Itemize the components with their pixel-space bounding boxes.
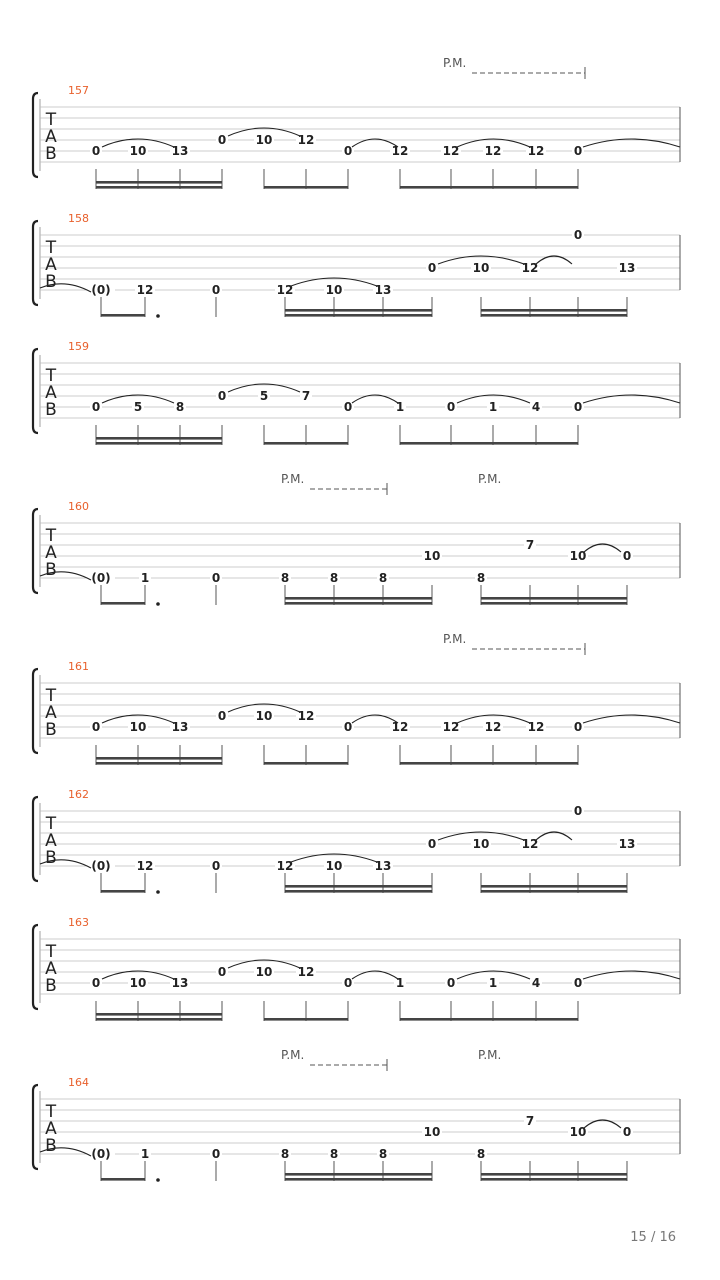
fret-number: 10 <box>255 709 273 723</box>
fret-number: 0 <box>217 965 227 979</box>
fret-number: 10 <box>255 133 273 147</box>
beam <box>264 762 348 765</box>
fret-number: (0) <box>91 859 111 873</box>
fret-number: 0 <box>573 228 583 242</box>
tab-system <box>33 632 680 765</box>
beam <box>481 597 627 600</box>
system-bracket <box>33 509 38 593</box>
tab-clef-letter: T <box>45 110 57 130</box>
fret-number: 0 <box>211 859 221 873</box>
beam <box>96 1013 222 1016</box>
measure-number: 164 <box>68 1076 89 1089</box>
fret-number: 0 <box>217 709 227 723</box>
fret-number: 10 <box>472 837 490 851</box>
fret-number: 8 <box>280 1147 290 1161</box>
measure-number: 158 <box>68 212 89 225</box>
tab-clef-letter: T <box>45 1102 57 1122</box>
tab-clef-letter: A <box>45 703 57 723</box>
fret-number: 5 <box>259 389 269 403</box>
fret-number: 12 <box>442 720 460 734</box>
fret-number: 8 <box>378 1147 388 1161</box>
measure-number: 159 <box>68 340 89 353</box>
fret-number: 12 <box>297 133 315 147</box>
tab-system <box>33 472 680 606</box>
fret-number: 12 <box>136 283 154 297</box>
beam <box>400 1018 536 1021</box>
system-bracket <box>33 1085 38 1169</box>
fret-number: 0 <box>91 720 101 734</box>
beam <box>96 437 222 440</box>
fret-number: 12 <box>527 144 545 158</box>
tab-clef-letter: A <box>45 831 57 851</box>
tab-clef-letter: B <box>45 720 57 740</box>
tab-clef-letter: T <box>45 238 57 258</box>
fret-number: 12 <box>484 144 502 158</box>
fret-number: 10 <box>325 283 343 297</box>
tab-clef-letter: T <box>45 366 57 386</box>
fret-number: 0 <box>573 400 583 414</box>
fret-number: 12 <box>391 144 409 158</box>
fret-number: 0 <box>573 804 583 818</box>
fret-number: 10 <box>129 144 147 158</box>
beam <box>285 597 432 600</box>
fret-number: 0 <box>427 837 437 851</box>
fret-number: 10 <box>255 965 273 979</box>
fret-number: 0 <box>622 549 632 563</box>
fret-number: 4 <box>531 400 541 414</box>
beam <box>400 186 536 189</box>
measure-number: 157 <box>68 84 89 97</box>
palm-mute-label: P.M. <box>443 56 467 70</box>
tab-clef-letter: B <box>45 560 57 580</box>
beam <box>481 314 627 317</box>
fret-number: 0 <box>446 400 456 414</box>
tab-clef-letter: A <box>45 543 57 563</box>
fret-number: 4 <box>531 976 541 990</box>
fret-number: 0 <box>343 144 353 158</box>
dot <box>156 602 160 606</box>
beam <box>264 442 348 445</box>
palm-mute-label: P.M. <box>281 472 305 486</box>
beam <box>264 186 348 189</box>
fret-number: 8 <box>329 571 339 585</box>
fret-number: 13 <box>171 976 189 990</box>
beam <box>96 1018 222 1021</box>
fret-number: 5 <box>133 400 143 414</box>
fret-number: 0 <box>211 283 221 297</box>
tab-clef-letter: T <box>45 686 57 706</box>
beam <box>96 762 222 765</box>
fret-number: 12 <box>276 283 294 297</box>
fret-number: 10 <box>569 549 587 563</box>
system-bracket <box>33 221 38 305</box>
fret-number: (0) <box>91 283 111 297</box>
beam <box>285 1173 432 1176</box>
beam <box>536 442 578 445</box>
beam <box>285 309 432 312</box>
fret-number: 13 <box>171 720 189 734</box>
measure-number: 161 <box>68 660 89 673</box>
beam <box>101 1178 145 1181</box>
fret-number: 13 <box>171 144 189 158</box>
fret-number: 7 <box>301 389 311 403</box>
beam <box>536 1018 578 1021</box>
beam <box>400 762 536 765</box>
tab-clef-letter: T <box>45 942 57 962</box>
beam <box>101 602 145 605</box>
fret-number: 12 <box>521 261 539 275</box>
fret-number: 13 <box>374 859 392 873</box>
beam <box>285 314 432 317</box>
fret-number: 12 <box>136 859 154 873</box>
beam <box>481 890 627 893</box>
fret-number: 10 <box>423 549 441 563</box>
system-bracket <box>33 669 38 753</box>
beam <box>400 442 536 445</box>
dot <box>156 890 160 894</box>
fret-number: 8 <box>280 571 290 585</box>
beam <box>481 1178 627 1181</box>
fret-number: 10 <box>129 720 147 734</box>
beam <box>101 314 145 317</box>
fret-number: 10 <box>423 1125 441 1139</box>
tab-clef-letter: B <box>45 1136 57 1156</box>
system-bracket <box>33 349 38 433</box>
fret-number: 0 <box>217 389 227 403</box>
beam <box>481 309 627 312</box>
fret-number: 13 <box>374 283 392 297</box>
fret-number: 10 <box>129 976 147 990</box>
fret-number: 0 <box>343 400 353 414</box>
palm-mute-label: P.M. <box>443 632 467 646</box>
beam <box>285 1178 432 1181</box>
palm-mute-label: P.M. <box>281 1048 305 1062</box>
tab-system <box>33 340 680 445</box>
beam <box>481 602 627 605</box>
tab-clef-letter: T <box>45 814 57 834</box>
palm-mute-label: P.M. <box>478 472 502 486</box>
fret-number: 0 <box>343 976 353 990</box>
fret-number: 10 <box>472 261 490 275</box>
beam <box>536 762 578 765</box>
tab-clef-letter: A <box>45 959 57 979</box>
fret-number: 0 <box>91 144 101 158</box>
fret-number: 1 <box>140 1147 150 1161</box>
dot <box>156 1178 160 1182</box>
fret-number: 8 <box>476 571 486 585</box>
palm-mute-label: P.M. <box>478 1048 502 1062</box>
fret-number: 12 <box>297 965 315 979</box>
tab-clef-letter: B <box>45 400 57 420</box>
fret-number: 1 <box>395 976 405 990</box>
tab-system <box>33 212 680 318</box>
measure-number: 163 <box>68 916 89 929</box>
beam <box>96 442 222 445</box>
fret-number: 8 <box>378 571 388 585</box>
fret-number: 12 <box>484 720 502 734</box>
fret-number: 1 <box>395 400 405 414</box>
fret-number: 0 <box>427 261 437 275</box>
fret-number: 0 <box>573 720 583 734</box>
fret-number: 8 <box>476 1147 486 1161</box>
fret-number: 0 <box>91 400 101 414</box>
tab-clef-letter: B <box>45 144 57 164</box>
beam <box>264 1018 348 1021</box>
fret-number: (0) <box>91 571 111 585</box>
fret-number: 13 <box>618 261 636 275</box>
fret-number: 1 <box>488 400 498 414</box>
tab-system <box>33 916 680 1021</box>
tab-system <box>33 56 680 189</box>
tab-clef-letter: A <box>45 255 57 275</box>
fret-number: 7 <box>525 538 535 552</box>
fret-number: 13 <box>618 837 636 851</box>
system-bracket <box>33 797 38 881</box>
measure-number: 160 <box>68 500 89 513</box>
fret-number: 1 <box>488 976 498 990</box>
fret-number: 0 <box>622 1125 632 1139</box>
fret-number: 0 <box>217 133 227 147</box>
fret-number: 8 <box>175 400 185 414</box>
fret-number: 0 <box>91 976 101 990</box>
tab-clef-letter: B <box>45 848 57 868</box>
beam <box>481 1173 627 1176</box>
fret-number: 8 <box>329 1147 339 1161</box>
fret-number: 0 <box>573 976 583 990</box>
fret-number: 12 <box>276 859 294 873</box>
fret-number: 7 <box>525 1114 535 1128</box>
measure-number: 162 <box>68 788 89 801</box>
fret-number: 10 <box>569 1125 587 1139</box>
beam <box>285 890 432 893</box>
dot <box>156 314 160 318</box>
fret-number: 0 <box>211 1147 221 1161</box>
beam <box>481 885 627 888</box>
tab-system <box>33 788 680 894</box>
page-number: 15 / 16 <box>630 1230 676 1245</box>
tab-clef-letter: T <box>45 526 57 546</box>
beam <box>285 602 432 605</box>
system-bracket <box>33 93 38 177</box>
beam <box>285 885 432 888</box>
tab-system <box>33 1048 680 1182</box>
fret-number: 12 <box>521 837 539 851</box>
fret-number: 12 <box>391 720 409 734</box>
tab-clef-letter: A <box>45 1119 57 1139</box>
fret-number: 10 <box>325 859 343 873</box>
fret-number: 12 <box>297 709 315 723</box>
beam <box>96 757 222 760</box>
beam <box>536 186 578 189</box>
fret-number: 12 <box>527 720 545 734</box>
system-bracket <box>33 925 38 1009</box>
tab-clef-letter: A <box>45 383 57 403</box>
fret-number: 0 <box>573 144 583 158</box>
beam <box>96 181 222 184</box>
fret-number: (0) <box>91 1147 111 1161</box>
fret-number: 0 <box>446 976 456 990</box>
fret-number: 1 <box>140 571 150 585</box>
beam <box>101 890 145 893</box>
tab-clef-letter: B <box>45 976 57 996</box>
fret-number: 12 <box>442 144 460 158</box>
tab-clef-letter: B <box>45 272 57 292</box>
tab-clef-letter: A <box>45 127 57 147</box>
fret-number: 0 <box>211 571 221 585</box>
beam <box>96 186 222 189</box>
fret-number: 0 <box>343 720 353 734</box>
